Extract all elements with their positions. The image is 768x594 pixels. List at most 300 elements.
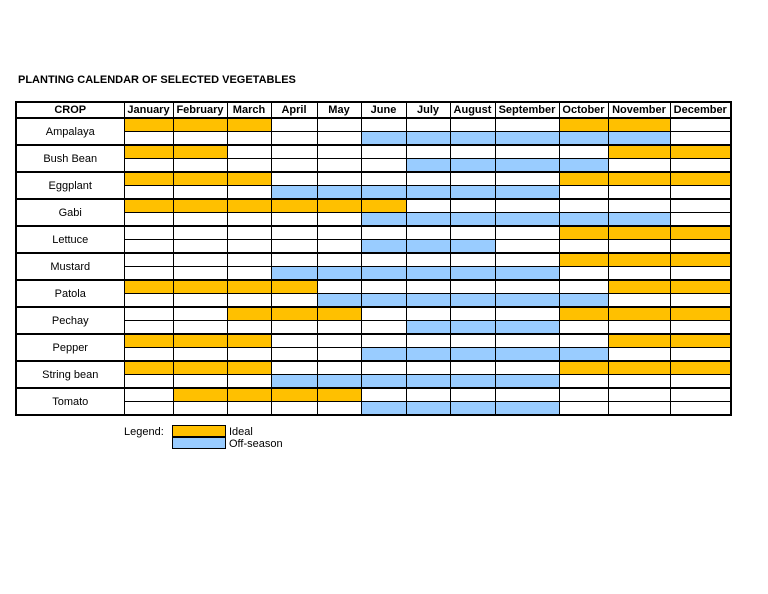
ideal-cell — [227, 361, 271, 375]
offseason-cell — [608, 348, 670, 362]
offseason-cell — [271, 321, 317, 335]
offseason-cell — [317, 186, 361, 200]
ideal-cell — [670, 361, 731, 375]
offseason-cell — [317, 159, 361, 173]
offseason-cell — [450, 186, 495, 200]
ideal-cell — [317, 388, 361, 402]
ideal-cell — [608, 118, 670, 132]
ideal-cell — [227, 307, 271, 321]
ideal-cell — [406, 145, 450, 159]
offseason-cell — [271, 159, 317, 173]
ideal-cell — [173, 118, 227, 132]
crop-name: Gabi — [16, 199, 124, 226]
ideal-cell — [450, 307, 495, 321]
offseason-cell — [406, 240, 450, 254]
offseason-cell — [450, 402, 495, 416]
month-header-june: June — [361, 102, 406, 118]
ideal-cell — [271, 118, 317, 132]
ideal-cell — [670, 226, 731, 240]
ideal-cell — [406, 199, 450, 213]
crop-row-tomato-ideal — [16, 388, 731, 402]
ideal-cell — [559, 253, 608, 267]
ideal-cell — [227, 253, 271, 267]
ideal-cell — [317, 118, 361, 132]
ideal-cell — [559, 145, 608, 159]
ideal-cell — [124, 172, 173, 186]
ideal-cell — [559, 334, 608, 348]
offseason-cell — [670, 267, 731, 281]
ideal-cell — [495, 253, 559, 267]
ideal-cell — [173, 253, 227, 267]
offseason-cell — [559, 321, 608, 335]
offseason-cell — [406, 159, 450, 173]
ideal-cell — [361, 172, 406, 186]
offseason-cell — [227, 132, 271, 146]
offseason-cell — [227, 159, 271, 173]
crop-row-patola-ideal — [16, 280, 731, 294]
ideal-cell — [124, 334, 173, 348]
offseason-cell — [406, 402, 450, 416]
ideal-cell — [670, 388, 731, 402]
ideal-cell — [173, 334, 227, 348]
offseason-cell — [227, 321, 271, 335]
offseason-cell — [227, 240, 271, 254]
ideal-cell — [670, 172, 731, 186]
ideal-cell — [227, 226, 271, 240]
ideal-cell — [317, 334, 361, 348]
offseason-cell — [406, 375, 450, 389]
offseason-cell — [124, 294, 173, 308]
ideal-cell — [450, 172, 495, 186]
offseason-cell — [495, 267, 559, 281]
offseason-cell — [670, 240, 731, 254]
month-header-january: January — [124, 102, 173, 118]
month-header-february: February — [173, 102, 227, 118]
offseason-cell — [271, 267, 317, 281]
crop-name: Pechay — [16, 307, 124, 334]
ideal-cell — [271, 388, 317, 402]
crop-row-eggplant-offseason — [16, 186, 731, 200]
offseason-cell — [173, 294, 227, 308]
offseason-cell — [173, 159, 227, 173]
offseason-cell — [173, 132, 227, 146]
ideal-cell — [124, 226, 173, 240]
offseason-cell — [495, 186, 559, 200]
offseason-cell — [173, 267, 227, 281]
offseason-cell — [608, 321, 670, 335]
offseason-cell — [670, 159, 731, 173]
calendar-body — [16, 118, 731, 415]
offseason-cell — [173, 402, 227, 416]
legend-label: Legend: — [124, 426, 164, 438]
ideal-cell — [559, 307, 608, 321]
offseason-cell — [670, 321, 731, 335]
ideal-cell — [124, 253, 173, 267]
ideal-cell — [173, 172, 227, 186]
offseason-cell — [227, 348, 271, 362]
ideal-cell — [124, 145, 173, 159]
ideal-cell — [227, 145, 271, 159]
ideal-cell — [559, 388, 608, 402]
offseason-cell — [495, 321, 559, 335]
ideal-cell — [173, 145, 227, 159]
ideal-cell — [670, 307, 731, 321]
offseason-cell — [271, 213, 317, 227]
crop-name: Tomato — [16, 388, 124, 415]
offseason-cell — [495, 159, 559, 173]
offseason-cell — [559, 132, 608, 146]
offseason-cell — [124, 267, 173, 281]
ideal-cell — [670, 118, 731, 132]
ideal-cell — [361, 145, 406, 159]
ideal-cell — [271, 361, 317, 375]
offseason-cell — [124, 213, 173, 227]
offseason-cell — [173, 321, 227, 335]
ideal-cell — [608, 172, 670, 186]
offseason-cell — [495, 348, 559, 362]
crop-row-pechay-offseason — [16, 321, 731, 335]
crop-row-pepper-offseason — [16, 348, 731, 362]
offseason-cell — [361, 213, 406, 227]
month-header-december: December — [670, 102, 731, 118]
ideal-cell — [271, 280, 317, 294]
crop-row-bush-bean-offseason — [16, 159, 731, 173]
crop-row-string-bean-ideal — [16, 361, 731, 375]
ideal-cell — [361, 307, 406, 321]
ideal-cell — [173, 280, 227, 294]
ideal-cell — [670, 145, 731, 159]
ideal-cell — [670, 280, 731, 294]
legend-offseason-swatch — [172, 437, 226, 449]
crop-row-ampalaya-offseason — [16, 132, 731, 146]
offseason-cell — [406, 213, 450, 227]
ideal-cell — [124, 199, 173, 213]
offseason-cell — [361, 186, 406, 200]
offseason-cell — [271, 186, 317, 200]
legend-ideal-swatch — [172, 425, 226, 437]
ideal-cell — [559, 361, 608, 375]
ideal-cell — [559, 199, 608, 213]
ideal-cell — [406, 280, 450, 294]
offseason-cell — [559, 240, 608, 254]
ideal-cell — [361, 388, 406, 402]
ideal-cell — [608, 307, 670, 321]
offseason-cell — [608, 240, 670, 254]
offseason-cell — [450, 267, 495, 281]
ideal-cell — [173, 361, 227, 375]
offseason-cell — [495, 132, 559, 146]
offseason-cell — [450, 132, 495, 146]
crop-row-pepper-ideal — [16, 334, 731, 348]
month-header-march: March — [227, 102, 271, 118]
month-header-october: October — [559, 102, 608, 118]
ideal-cell — [559, 118, 608, 132]
crop-row-patola-offseason — [16, 294, 731, 308]
crop-row-tomato-offseason — [16, 402, 731, 416]
ideal-cell — [406, 118, 450, 132]
offseason-cell — [559, 159, 608, 173]
offseason-cell — [227, 375, 271, 389]
offseason-cell — [227, 402, 271, 416]
ideal-cell — [608, 145, 670, 159]
offseason-cell — [559, 213, 608, 227]
ideal-cell — [406, 361, 450, 375]
ideal-cell — [317, 280, 361, 294]
offseason-cell — [361, 348, 406, 362]
offseason-cell — [559, 375, 608, 389]
crop-row-lettuce-ideal — [16, 226, 731, 240]
ideal-cell — [361, 334, 406, 348]
ideal-cell — [361, 199, 406, 213]
ideal-cell — [559, 226, 608, 240]
page-title: PLANTING CALENDAR OF SELECTED VEGETABLES — [18, 74, 296, 86]
ideal-cell — [361, 253, 406, 267]
ideal-cell — [173, 226, 227, 240]
ideal-cell — [317, 226, 361, 240]
offseason-cell — [495, 402, 559, 416]
ideal-cell — [317, 172, 361, 186]
offseason-cell — [317, 267, 361, 281]
offseason-cell — [406, 267, 450, 281]
offseason-cell — [608, 375, 670, 389]
offseason-cell — [124, 240, 173, 254]
crop-row-gabi-offseason — [16, 213, 731, 227]
offseason-cell — [227, 186, 271, 200]
offseason-cell — [227, 267, 271, 281]
offseason-cell — [450, 321, 495, 335]
ideal-cell — [608, 361, 670, 375]
offseason-cell — [271, 294, 317, 308]
offseason-cell — [271, 402, 317, 416]
ideal-cell — [450, 361, 495, 375]
offseason-cell — [271, 375, 317, 389]
ideal-cell — [495, 388, 559, 402]
ideal-cell — [608, 388, 670, 402]
ideal-cell — [124, 118, 173, 132]
offseason-cell — [271, 132, 317, 146]
offseason-cell — [271, 240, 317, 254]
ideal-cell — [495, 199, 559, 213]
ideal-cell — [361, 118, 406, 132]
offseason-cell — [406, 321, 450, 335]
offseason-cell — [406, 186, 450, 200]
ideal-cell — [450, 253, 495, 267]
planting-calendar-table — [15, 101, 732, 416]
ideal-cell — [406, 226, 450, 240]
ideal-cell — [124, 307, 173, 321]
ideal-cell — [608, 253, 670, 267]
offseason-cell — [608, 294, 670, 308]
offseason-cell — [495, 294, 559, 308]
ideal-cell — [559, 172, 608, 186]
offseason-cell — [406, 294, 450, 308]
ideal-cell — [271, 172, 317, 186]
crop-row-pechay-ideal — [16, 307, 731, 321]
offseason-cell — [317, 375, 361, 389]
ideal-cell — [495, 334, 559, 348]
month-header-may: May — [317, 102, 361, 118]
offseason-cell — [608, 186, 670, 200]
crop-name: Mustard — [16, 253, 124, 280]
crop-column-header: CROP — [16, 102, 124, 118]
offseason-cell — [495, 240, 559, 254]
ideal-cell — [227, 388, 271, 402]
month-header-july: July — [406, 102, 450, 118]
ideal-cell — [450, 118, 495, 132]
crop-name: Bush Bean — [16, 145, 124, 172]
ideal-cell — [495, 118, 559, 132]
month-header-april: April — [271, 102, 317, 118]
offseason-cell — [559, 348, 608, 362]
month-header-september: September — [495, 102, 559, 118]
offseason-cell — [361, 159, 406, 173]
ideal-cell — [271, 145, 317, 159]
ideal-cell — [227, 172, 271, 186]
ideal-cell — [317, 145, 361, 159]
offseason-cell — [361, 267, 406, 281]
offseason-cell — [608, 402, 670, 416]
offseason-cell — [124, 132, 173, 146]
ideal-cell — [495, 280, 559, 294]
offseason-cell — [406, 132, 450, 146]
ideal-cell — [227, 118, 271, 132]
ideal-cell — [608, 199, 670, 213]
ideal-cell — [406, 388, 450, 402]
offseason-cell — [227, 213, 271, 227]
offseason-cell — [608, 159, 670, 173]
offseason-cell — [450, 240, 495, 254]
crop-row-lettuce-offseason — [16, 240, 731, 254]
header-row — [16, 102, 731, 118]
crop-row-mustard-offseason — [16, 267, 731, 281]
ideal-cell — [495, 226, 559, 240]
offseason-cell — [124, 159, 173, 173]
ideal-cell — [173, 199, 227, 213]
ideal-cell — [406, 334, 450, 348]
offseason-cell — [173, 186, 227, 200]
offseason-cell — [670, 348, 731, 362]
ideal-cell — [559, 280, 608, 294]
ideal-cell — [450, 334, 495, 348]
offseason-cell — [670, 132, 731, 146]
offseason-cell — [670, 213, 731, 227]
offseason-cell — [450, 375, 495, 389]
offseason-cell — [317, 240, 361, 254]
offseason-cell — [124, 402, 173, 416]
ideal-cell — [271, 334, 317, 348]
offseason-cell — [173, 213, 227, 227]
ideal-cell — [227, 280, 271, 294]
ideal-cell — [271, 226, 317, 240]
ideal-cell — [495, 361, 559, 375]
offseason-cell — [450, 213, 495, 227]
offseason-cell — [173, 375, 227, 389]
ideal-cell — [608, 226, 670, 240]
offseason-cell — [495, 375, 559, 389]
offseason-cell — [317, 402, 361, 416]
offseason-cell — [450, 294, 495, 308]
offseason-cell — [559, 402, 608, 416]
offseason-cell — [317, 132, 361, 146]
offseason-cell — [124, 375, 173, 389]
offseason-cell — [271, 348, 317, 362]
ideal-cell — [124, 388, 173, 402]
crop-row-ampalaya-ideal — [16, 118, 731, 132]
offseason-cell — [450, 159, 495, 173]
offseason-cell — [361, 375, 406, 389]
ideal-cell — [406, 307, 450, 321]
crop-row-string-bean-offseason — [16, 375, 731, 389]
ideal-cell — [361, 226, 406, 240]
ideal-cell — [450, 199, 495, 213]
offseason-cell — [559, 294, 608, 308]
offseason-cell — [559, 267, 608, 281]
offseason-cell — [495, 213, 559, 227]
month-header-november: November — [608, 102, 670, 118]
crop-name: String bean — [16, 361, 124, 388]
offseason-cell — [317, 321, 361, 335]
offseason-cell — [361, 132, 406, 146]
ideal-cell — [227, 334, 271, 348]
ideal-cell — [317, 307, 361, 321]
ideal-cell — [317, 253, 361, 267]
crop-row-gabi-ideal — [16, 199, 731, 213]
offseason-cell — [361, 240, 406, 254]
ideal-cell — [450, 226, 495, 240]
offseason-cell — [670, 375, 731, 389]
legend-offseason-label: Off-season — [229, 438, 283, 450]
ideal-cell — [406, 172, 450, 186]
ideal-cell — [361, 280, 406, 294]
ideal-cell — [608, 280, 670, 294]
ideal-cell — [173, 307, 227, 321]
offseason-cell — [450, 348, 495, 362]
ideal-cell — [124, 280, 173, 294]
offseason-cell — [317, 294, 361, 308]
offseason-cell — [124, 348, 173, 362]
offseason-cell — [361, 321, 406, 335]
offseason-cell — [608, 132, 670, 146]
ideal-cell — [495, 307, 559, 321]
ideal-cell — [670, 199, 731, 213]
ideal-cell — [608, 334, 670, 348]
ideal-cell — [406, 253, 450, 267]
ideal-cell — [227, 199, 271, 213]
offseason-cell — [608, 267, 670, 281]
month-header-august: August — [450, 102, 495, 118]
crop-row-bush-bean-ideal — [16, 145, 731, 159]
offseason-cell — [173, 348, 227, 362]
ideal-cell — [317, 361, 361, 375]
offseason-cell — [124, 321, 173, 335]
offseason-cell — [227, 294, 271, 308]
offseason-cell — [406, 348, 450, 362]
crop-row-eggplant-ideal — [16, 172, 731, 186]
offseason-cell — [670, 402, 731, 416]
crop-row-mustard-ideal — [16, 253, 731, 267]
ideal-cell — [495, 145, 559, 159]
crop-name: Pepper — [16, 334, 124, 361]
offseason-cell — [124, 186, 173, 200]
offseason-cell — [559, 186, 608, 200]
offseason-cell — [670, 186, 731, 200]
offseason-cell — [317, 213, 361, 227]
offseason-cell — [173, 240, 227, 254]
crop-name: Patola — [16, 280, 124, 307]
offseason-cell — [670, 294, 731, 308]
offseason-cell — [317, 348, 361, 362]
ideal-cell — [450, 145, 495, 159]
